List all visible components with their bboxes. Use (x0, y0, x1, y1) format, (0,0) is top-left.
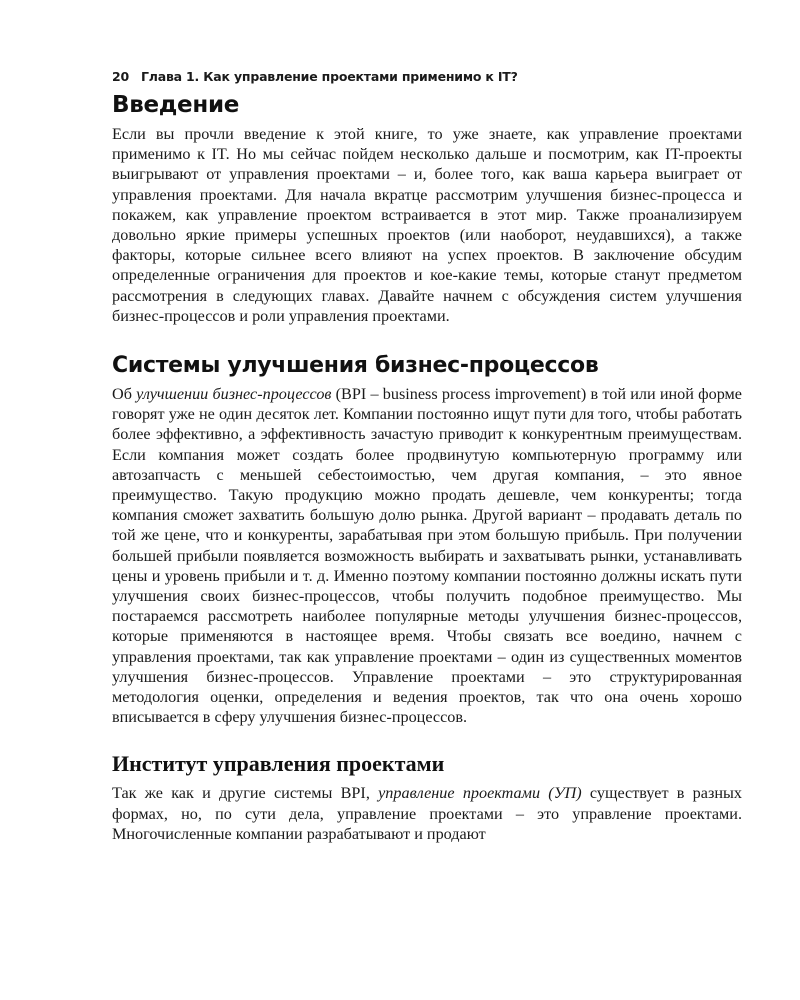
paragraph-introduction: Если вы прочли введение к этой книге, то уже знаете, как управление проектами применимо к IT. Но мы сейчас пойдем несколько дальше и посмотрим, как IT-проекты выигрывают от управления проектами – и, более того, как ваша карьера выиграет от управления проектами. Для начала вкратце рассмотрим улучшения бизнес-процесса и покажем, как управление проектом встраивается в этот мир. Также проанализируем довольно яркие примеры успешных проектов (или наоборот, неудавшихся), а также факторы, которые сильнее всего влияют на успех проектов. В заключение обсудим определенные ограничения для проектов и кое-какие темы, которые станут предметом рассмотрения в следующих главах. Давайте начнем с обсуждения систем улучшения бизнес-процессов и роли управления проектами. (112, 125, 742, 325)
page-number: 20 (112, 69, 129, 84)
paragraph-pmi-lead: Так же как и другие системы BPI, (112, 784, 379, 803)
heading-pmi: Институт управления проектами (112, 751, 445, 777)
running-head (112, 66, 742, 88)
term-pm: управление проектами (УП) (378, 784, 582, 803)
term-bpi: улучшении бизнес-процессов (136, 385, 332, 404)
paragraph-bpi (112, 384, 742, 727)
paragraph-bpi-lead: Об (112, 385, 137, 404)
chapter-title: Глава 1. Как управление проектами применимо к IT? (141, 69, 518, 84)
paragraph-pmi-rest: существует в разных формах, но, по сути дела, управление проектами – это управление проектами. Многочисленные компании разрабатывают и продают (112, 784, 742, 843)
heading-introduction: Введение (112, 92, 240, 118)
heading-bpi-systems: Системы улучшения бизнес-процессов (112, 353, 599, 379)
paragraph-bpi-rest: (BPI – business process improvement) в той или иной форме говорят уже не один десяток лет. Компании постоянно ищут пути для того, чтобы работать более эффективно, а эффективность зачастую приводит к конкурентным преимуществам. Если компания может создать более продвинутую компьютерную программу или автозапчасть с меньшей себестоимостью, чем другая компания, – это явное преимущество. Такую продукцию можно продать дешевле, чем конкуренты; тогда компания сможет захватить большую долю рынка. Другой вариант – продавать деталь по той же цене, что и конкуренты, зарабатывая при этом большую прибыль. При получении большей прибыли появляется возможность выбирать и захватывать рынки, устанавливать цены и уровень прибыли и т. д. Именно поэтому компании постоянно должны искать пути улучшения своих бизнес-процессов, чтобы получить подобное преимущество. Мы постараемся рассмотреть наиболее популярные методы улучшения бизнес-процессов, которые применяются в настоящее время. Чтобы связать все воедино, начнем с управления проектами, так как управление проектами – один из существенных моментов улучшения бизнес-процессов. Управление проектами – это структурированная методология оценки, определения и ведения проектов, так что она очень хорошо вписывается в сферу улучшения бизнес-процессов. (112, 385, 742, 727)
book-page (112, 66, 742, 844)
paragraph-pmi (112, 783, 742, 844)
